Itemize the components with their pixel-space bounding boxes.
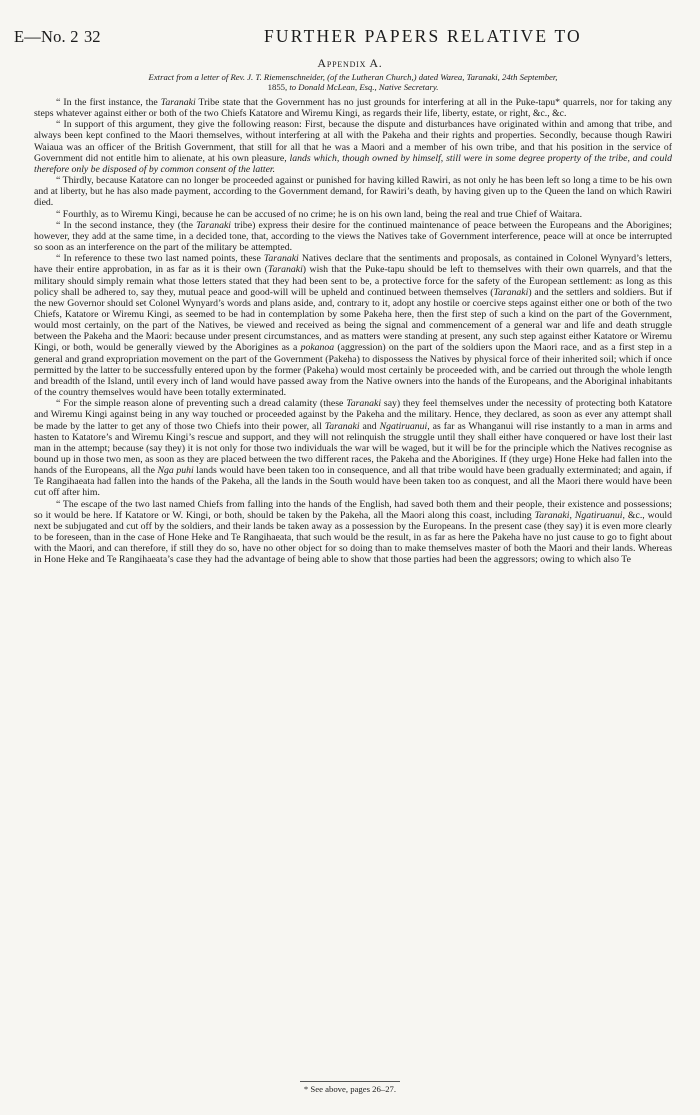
italic-run: Taranaki bbox=[346, 398, 382, 410]
text-run: Tribe state that the Government has no just grounds for interfering at all in the Puke-tapu* quarrels, nor for taking any steps whatever against either or both of the two Chiefs Katatore and Wiremu Kingi, as regards their life, liberty, estate, or right, &c., &c. bbox=[34, 97, 672, 120]
body-paragraph bbox=[34, 499, 672, 566]
intro-line-1: Extract from a letter of Rev. J. T. Riemenschneider, (of the Lutheran Church,) dated Warea, Taranaki, 24th September, bbox=[148, 72, 558, 82]
text-run: “ In support of this argument, they give the following reason: First, because the dispute and disturbances have originated within and among that tribe, and always been kept confined to the Maori themselves, without interfering at all with the Pakeha and their rights and properties. Secondly, because though Rawiri Waiaua was an officer of the British Government, that still for all that he was a Maori and a member of his own tribe, and that his position in the service of Government did not entitle him to alienate, at his own pleasure, bbox=[34, 119, 672, 164]
intro-line-2: to Donald McLean, Esq., Native Secretary. bbox=[289, 82, 439, 93]
letter-body bbox=[34, 97, 672, 566]
body-paragraph bbox=[34, 175, 672, 208]
intro-year: 1855, bbox=[267, 82, 288, 93]
text-run: “ In reference to these two last named points, these bbox=[56, 253, 264, 265]
appendix-heading: Appendix A. bbox=[317, 56, 383, 70]
page-number: 32 bbox=[84, 27, 101, 46]
text-run: lands would have been taken too in consequence, and all that tribe would have been gradually exterminated; and again, if Te Rangihaeata had fallen into the hands of the Pakeha, all the lands in the South would have been taken too as conquest, and all the Maori there would have been cut off after him. bbox=[34, 465, 672, 499]
italic-run: Taranaki bbox=[493, 286, 529, 298]
text-run: (aggression) on the part of the soldiers upon the Maori race, and as a first step in a general and grand expropriation movement on the part of the Government (Pakeha) to dispossess the Natives by physical force of their inherited soil; which if once permitted by the latter to be successfully entered upon by the former (Pakeha) would most certainly be proceeded with, and be carried out through the whole length and breadth of the Island, until every inch of land would have passed away from the Native owners into the hands of the Europeans, and the Aboriginal inhabitants of the country themselves would have been totally exterminated. bbox=[34, 342, 672, 399]
text-run: tribe) express their desire for the continued maintenance of peace between the Europeans and the Aborigines; however, they add at the same time, in a decided tone, that, according to the views the Natives take of Government interference, peace will at once be interrupted so soon as an interference on the part of the military be attempted. bbox=[34, 219, 673, 254]
body-paragraph bbox=[34, 119, 672, 175]
italic-run: pokanoa bbox=[300, 342, 335, 354]
text-run: ) and the settlers and soldiers. But if the new Governor should set Colonel Wynyard’s words and plans aside, and, contrary to it, adopt any hostile or coercive steps against either one or both of the two Chiefs, Katatore or Wiremu Kingi, as seemed to be had in contemplation by some Pakeha here, then the first step of such a kind on the part of the Government, would most certainly, on the part of the Natives, be viewed and received as being the signal and commencement of a general war and life and death struggle between the Pakeha and the Maori: because under present circumstances, and as matters were standing at present, any such step against either Katatore or Wiremu Kingi, or both, would be generally viewed by the Aborigines as a bbox=[34, 286, 672, 354]
italic-run: Taranaki bbox=[324, 420, 360, 432]
running-header bbox=[14, 22, 680, 52]
document-reference: E—No. 2 bbox=[14, 27, 79, 46]
text-run: and bbox=[359, 420, 380, 432]
body-paragraph bbox=[34, 253, 672, 398]
footnote-divider bbox=[300, 1081, 400, 1082]
italic-run: lands which, though owned by himself, still were in some degree property of the tribe, and could therefore only be disposed of by common consent of the latter. bbox=[34, 152, 672, 175]
footnote: * See above, pages 26–27. bbox=[303, 1084, 397, 1094]
italic-run: Ngatiruanui bbox=[574, 509, 623, 521]
italic-run: Taranaki bbox=[263, 253, 299, 265]
italic-run: Taranaki bbox=[267, 264, 303, 276]
italic-run: Taranaki bbox=[196, 219, 232, 231]
italic-run: Nga puhi bbox=[157, 465, 194, 477]
text-run: say) they feel themselves under the necessity of protecting both Katatore and Wiremu Kingi against being in any way touched or proceeded against by the Pakeha and the military. Hence, they declared, as soon as ever any attempt shall be made by the latter to get any of those two Chiefs into their power, all bbox=[34, 398, 672, 432]
body-paragraph bbox=[34, 97, 672, 119]
italic-run: Taranaki bbox=[160, 97, 196, 108]
text-run: ) wish that the Puke-tapu should be left to themselves with their own quarrels, and that the military should simply remain what those letters stated that they had been sent to be, a protective force for the safety of the European settlement: as long as this policy shall be adhered to, say they, mutual peace and good-will will be upheld and continued between themselves ( bbox=[34, 264, 673, 298]
extract-intro bbox=[34, 72, 672, 93]
text-run: , bbox=[569, 509, 575, 521]
text-run: , as far as Whanganui will rise instantly to a man in arms and hasten to Katatore’s and Wiremu Kingi’s rescue and support, and they will not relinquish the struggle until they shall either have conquered or have lost their last man in the attempt; because (say they) it is not only for those two individuals the war will be waged, but it will be for the principle which the Natives recognise as bound up in those two men, as soon as they are placed between the two different races, the Pakeha and the Aborigines. If (they urge) Hone Heke had fallen into the hands of the Europeans, all the bbox=[34, 420, 672, 477]
text-run: , &c., would next be subjugated and cut off by the soldiers, and their lands be taken away as a possession by the Europeans. In the present case (they say) it is even more clearly to be foreseen, than in the case of Hone Heke and Te Rangihaeata, that such would be the result, in as far as here the Pakeha have no just cause to go to fight about with the Maori, and can therefore, if still they do so, have no other object for so doing than to make themselves master of both the Maori and their lands. Whereas in Hone Heke and Te Rangihaeata’s case they had the advantage of being able to show that those parties had been the aggressors; owing to which also Te bbox=[34, 509, 672, 566]
body-paragraph bbox=[34, 398, 672, 498]
body-paragraph bbox=[34, 220, 672, 253]
text-run: Natives declare that the sentiments and proposals, as contained in Colonel Wynyard’s letters, have their entire approbation, in as far as it is their own ( bbox=[34, 253, 672, 276]
text-run: “ The escape of the two last named Chiefs from falling into the hands of the English, had saved both them and their people, their existence and possessions; so it would be here. If Katatore or W. Kingi, or both, should be taken by the Pakeha, all the Maori along this coast, including bbox=[34, 498, 672, 521]
text-run: “ Fourthly, as to Wiremu Kingi, because he can be accused of no crime; he is on his own land, being the real and true Chief of Waitara. bbox=[56, 208, 583, 220]
body-paragraph bbox=[34, 209, 672, 220]
text-run: “ In the second instance, they (the bbox=[56, 219, 197, 231]
text-run: “ For the simple reason alone of preventing such a dread calamity (these bbox=[56, 398, 347, 410]
text-run: “ Thirdly, because Katatore can no longer be proceeded against or punished for having killed Rawiri, as not only he has been left so long a time to be his own and at liberty, but he has also made payment, according to the Government demand, for Rawiri’s death, by having given up to the Queen the land on which Rawiri died. bbox=[34, 175, 672, 209]
running-title: FURTHER PAPERS RELATIVE TO bbox=[264, 26, 582, 46]
italic-run: Taranaki bbox=[534, 509, 570, 521]
text-run: “ In the first instance, the bbox=[56, 97, 161, 108]
italic-run: Ngatiruanui bbox=[379, 420, 428, 432]
